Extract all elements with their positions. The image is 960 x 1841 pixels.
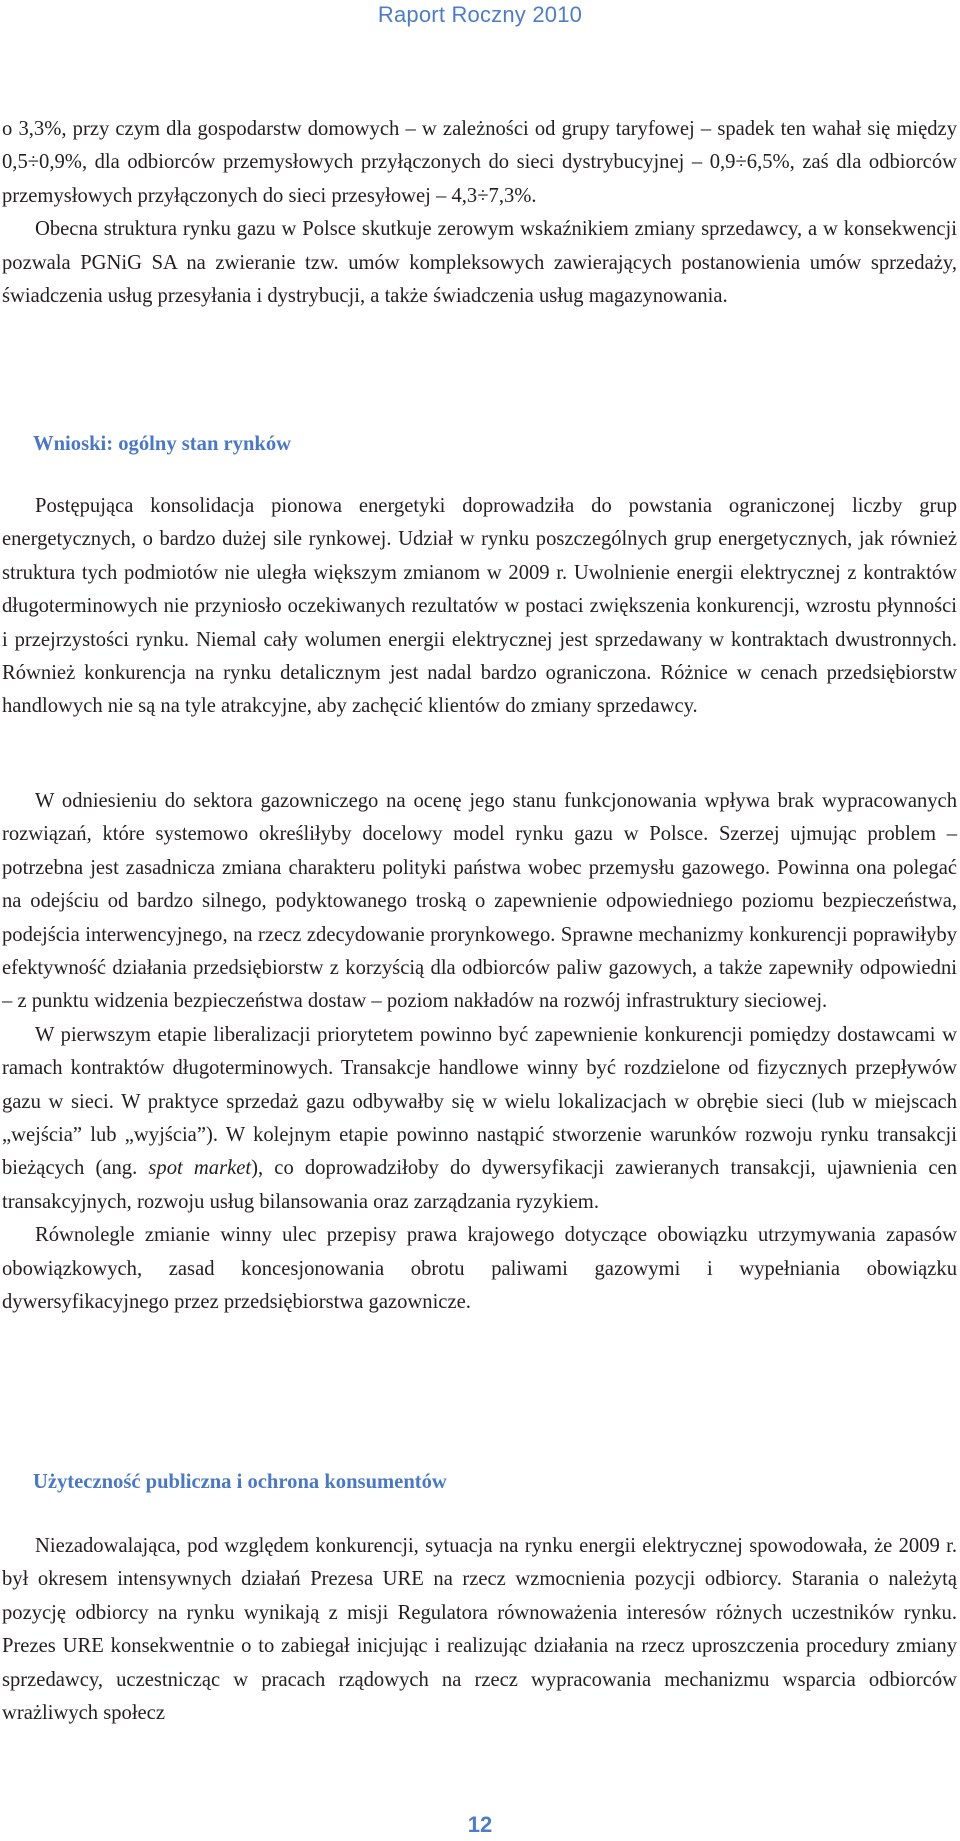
paragraph [2,1019,957,1219]
text-run: W pierwszym etapie liberalizacji priorytetem powinno być zapewnienie konkurencji pomiędzy dostawcami w ramach kontraktów długoterminowych. Transakcje handlowe winny być rozdzielone od fizycznych przepływów gazu w sieci. W praktyce sprzedaż gazu odbywałby się w wielu lokalizacjach w obrębie sieci (lub w miejscach „wejścia” lub „wyjścia”). W kolejnym etapie powinno nastąpić stworzenie warunków rozwoju rynku transakcji bieżących (ang. [2,1023,957,1180]
section-heading: Wnioski: ogólny stan rynków [33,433,292,455]
italic-term: spot market [148,1157,252,1180]
running-header: Raport Roczny 2010 [377,2,583,27]
paragraph: W odniesieniu do sektora gazowniczego na ocenę jego stanu funkcjonowania wpływa brak wypracowanych rozwiązań, które systemowo określiłyby docelowy model rynku gazu w Polsce. Szerzej ujmując problem – potrzebna jest zasadnicza zmiana charakteru polityki państwa wobec przemysłu gazowego. Powinna ona polegać na odejściu od bardzo silnego, podyktowanego troską o zapewnienie odpowiedniego poziomu bezpieczeństwa, podejścia interwencyjnego, na rzecz zdecydowanie prorynkowego. Sprawne mechanizmy konkurencji poprawiłyby efektywność działania przedsiębiorstw z korzyścią dla odbiorców paliw gazowych, a także zapewniły odpowiedni – z punktu widzenia bezpieczeństwa dostaw – poziom nakładów na rozwój infrastruktury sieciowej. [2,790,957,1013]
page-number: 12 [467,1812,493,1837]
section-heading: Użyteczność publiczna i ochrona konsumentów [33,1471,447,1493]
section-text [2,490,957,724]
paragraph: o 3,3%, przy czym dla gospodarstw domowych – w zależności od grupy taryfowej – spadek ten wahał się między 0,5÷0,9%, dla odbiorców przemysłowych przyłączonych do sieci dystrybucyjnej – 0,9÷6,5%, zaś dla odbiorców przemysłowych przyłączonych do sieci przesyłowej – 4,3÷7,3%. [2,118,957,207]
paragraph: Postępująca konsolidacja pionowa energetyki doprowadziła do powstania ograniczonej liczby grup energetycznych, o bardzo dużej sile rynkowej. Udział w rynku poszczególnych grup energetycznych, jak również struktura tych podmiotów nie uległa większym zmianom w 2009 r. Uwolnienie energii elektrycznej z kontraktów długoterminowych nie przyniosło oczekiwanych rezultatów w postaci zwiększenia konkurencji, wzrostu płynności i przejrzystości rynku. Niemal cały wolumen energii elektrycznej jest sprzedawany w kontraktach dwustronnych. Również konkurencja na rynku detalicznym jest nadal bardzo ograniczona. Różnice w cenach przedsiębiorstw handlowych nie są na tyle atrakcyjne, aby zachęcić klientów do zmiany sprzedawcy. [2,495,957,718]
section-text [2,785,957,1320]
paragraph: Niezadowalająca, pod względem konkurencji, sytuacja na rynku energii elektrycznej spowodowała, że 2009 r. był okresem intensywnych działań Prezesa URE na rzecz wzmocnienia pozycji odbiorcy. Starania o należytą pozycję odbiorcy na rynku wynikają z misji Regulatora równoważenia interesów różnych uczestników rynku. Prezes URE konsekwentnie o to zabiegał inicjując i realizując działania na rzecz uproszczenia procedury zmiany sprzedawcy, uczestnicząc w pracach rządowych na rzecz wypracowania mechanizmu wsparcia odbiorców wrażliwych społecz [2,1535,957,1725]
paragraph: Równolegle zmianie winny ulec przepisy prawa krajowego dotyczące obowiązku utrzymywania zapasów obowiązkowych, zasad koncesjonowania obrotu paliwami gazowymi i wypełniania obowiązku dywersyfikacyjnego przez przedsiębiorstwa gazownicze. [2,1224,957,1314]
section-text [2,1530,957,1730]
text-run: ), co doprowadziłoby do dywersyfikacji zawieranych transakcji, ujawnienia cen transakcyjnych, rozwoju usług bilansowania oraz zarządzania ryzykiem. [2,1157,957,1213]
intro-text [2,113,957,313]
paragraph: Obecna struktura rynku gazu w Polsce skutkuje zerowym wskaźnikiem zmiany sprzedawcy, a w konsekwencji pozwala PGNiG SA na zwieranie tzw. umów kompleksowych zawierających postanowienia umów sprzedaży, świadczenia usług przesyłania i dystrybucji, a także świadczenia usług magazynowania. [2,218,957,308]
